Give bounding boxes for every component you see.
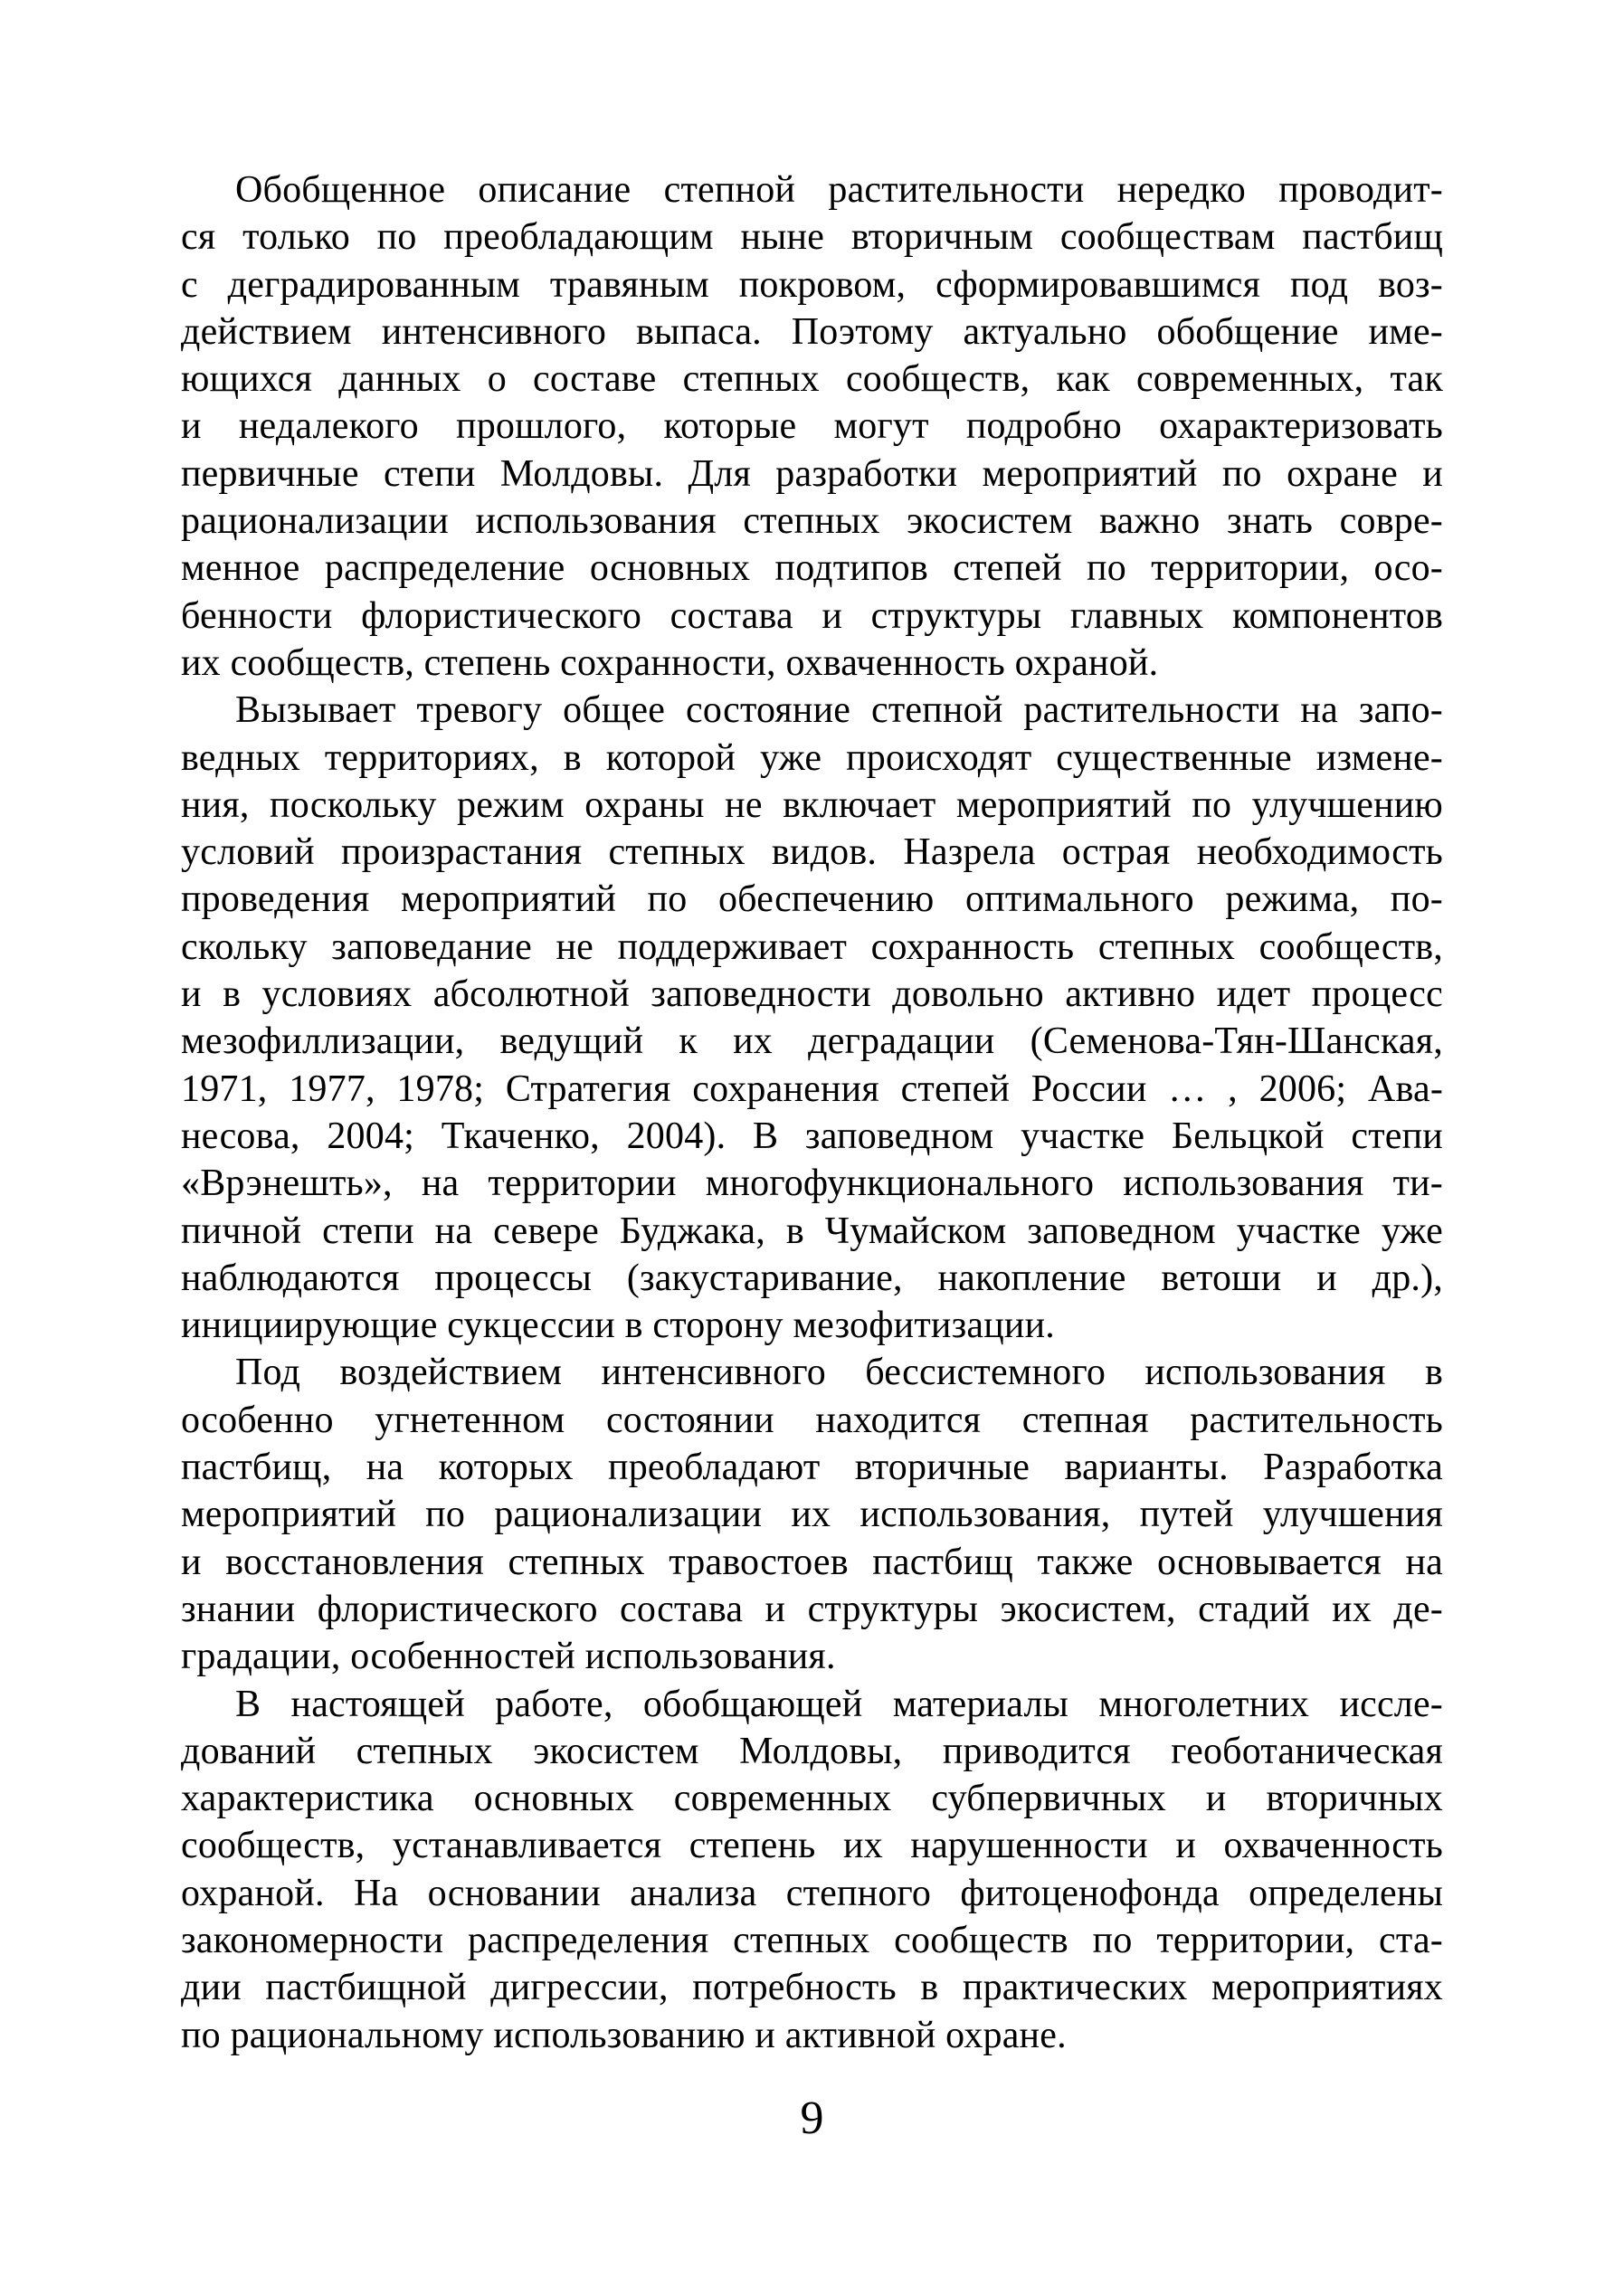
text-line: наблюдаются процессы (закустаривание, накопление ветоши и др.), (181, 1257, 1443, 1299)
text-line: градации, особенностей использования. (181, 1636, 836, 1678)
text-line: Под воздействием интенсивного бессистемного использования в (235, 1352, 1443, 1394)
text-line: мезофиллизации, ведущий к их деградации (Семенова-Тян-Шанская, (181, 1020, 1443, 1063)
text-line: и в условиях абсолютной заповедности довольно активно идет процесс (181, 973, 1443, 1016)
text-line: характеристика основных современных субпервичных и вторичных (181, 1778, 1443, 1820)
text-line: ся только по преобладающим ныне вторичным сообществам пастбищ (181, 216, 1443, 259)
text-line: дований степных экосистем Молдовы, приводится геоботаническая (181, 1730, 1443, 1772)
text-line: скольку заповедание не поддерживает сохранность степных сообществ, (181, 925, 1443, 968)
text-line: особенно угнетенном состоянии находится степная растительность (181, 1399, 1443, 1441)
text-line: рационализации использования степных экосистем важно знать совре- (181, 500, 1443, 543)
text-line: пастбищ, на которых преобладают вторичные варианты. Разработка (181, 1447, 1443, 1489)
text-line: В настоящей работе, обобщающей материалы многолетних иссле- (235, 1683, 1443, 1725)
text-line: «Врэнешть», на территории многофункционального использования ти- (181, 1162, 1443, 1205)
text-line: несова, 2004; Ткаченко, 2004). В заповедном участке Бельцкой степи (181, 1115, 1443, 1157)
paragraph (181, 1681, 1443, 2059)
text-line: Обобщенное описание степной растительности нередко проводит- (235, 169, 1443, 211)
paragraph (181, 166, 1443, 687)
text-line: 1971, 1977, 1978; Стратегия сохранения степей России … , 2006; Ава- (181, 1068, 1443, 1110)
text-line: ния, поскольку режим охраны не включает мероприятий по улучшению (181, 783, 1443, 826)
text-line: и недалекого прошлого, которые могут подробно охарактеризовать (181, 405, 1443, 448)
text-line: бенности флористического состава и структуры главных компонентов (181, 594, 1443, 637)
text-line: сообществ, устанавливается степень их нарушенности и охваченность (181, 1825, 1443, 1867)
text-line: по рациональному использованию и активной охране. (181, 2014, 1067, 2056)
text-line: ющихся данных о составе степных сообществ, как современных, так (181, 358, 1443, 401)
text-line: мероприятий по рационализации их использования, путей улучшения (181, 1494, 1443, 1536)
text-line: Вызывает тревогу общее состояние степной растительности на запо- (235, 689, 1443, 732)
text-line: и восстановления степных травостоев пастбищ также основывается на (181, 1541, 1443, 1583)
text-line: условий произрастания степных видов. Назрела острая необходимость (181, 831, 1443, 874)
body-text (181, 166, 1443, 2059)
text-line: пичной степи на севере Буджака, в Чумайском заповедном участке уже (181, 1210, 1443, 1252)
text-line: дии пастбищной дигрессии, потребность в практических мероприятиях (181, 1967, 1443, 2009)
page-number: 9 (800, 2092, 824, 2144)
text-line: закономерности распределения степных сообществ по территории, ста- (181, 1919, 1443, 1961)
text-line: их сообществ, степень сохранности, охваченность охраной. (181, 641, 1159, 684)
text-line: ведных территориях, в которой уже происходят существенные измене- (181, 736, 1443, 779)
paragraph (181, 1349, 1443, 1680)
text-line: менное распределение основных подтипов степей по территории, осо- (181, 547, 1443, 590)
text-line: инициирующие сукцессии в сторону мезофитизации. (181, 1305, 1055, 1347)
text-line: охраной. На основании анализа степного фитоценофонда определены (181, 1872, 1443, 1914)
paragraph (181, 687, 1443, 1349)
text-line: действием интенсивного выпаса. Поэтому актуально обобщение име- (181, 310, 1443, 353)
text-line: проведения мероприятий по обеспечению оптимального режима, по- (181, 878, 1443, 921)
text-line: знании флористического состава и структуры экосистем, стадий их де- (181, 1588, 1443, 1630)
text-line: первичные степи Молдовы. Для разработки мероприятий по охране и (181, 452, 1443, 495)
text-line: с деградированным травяным покровом, сформировавшимся под воз- (181, 263, 1443, 306)
